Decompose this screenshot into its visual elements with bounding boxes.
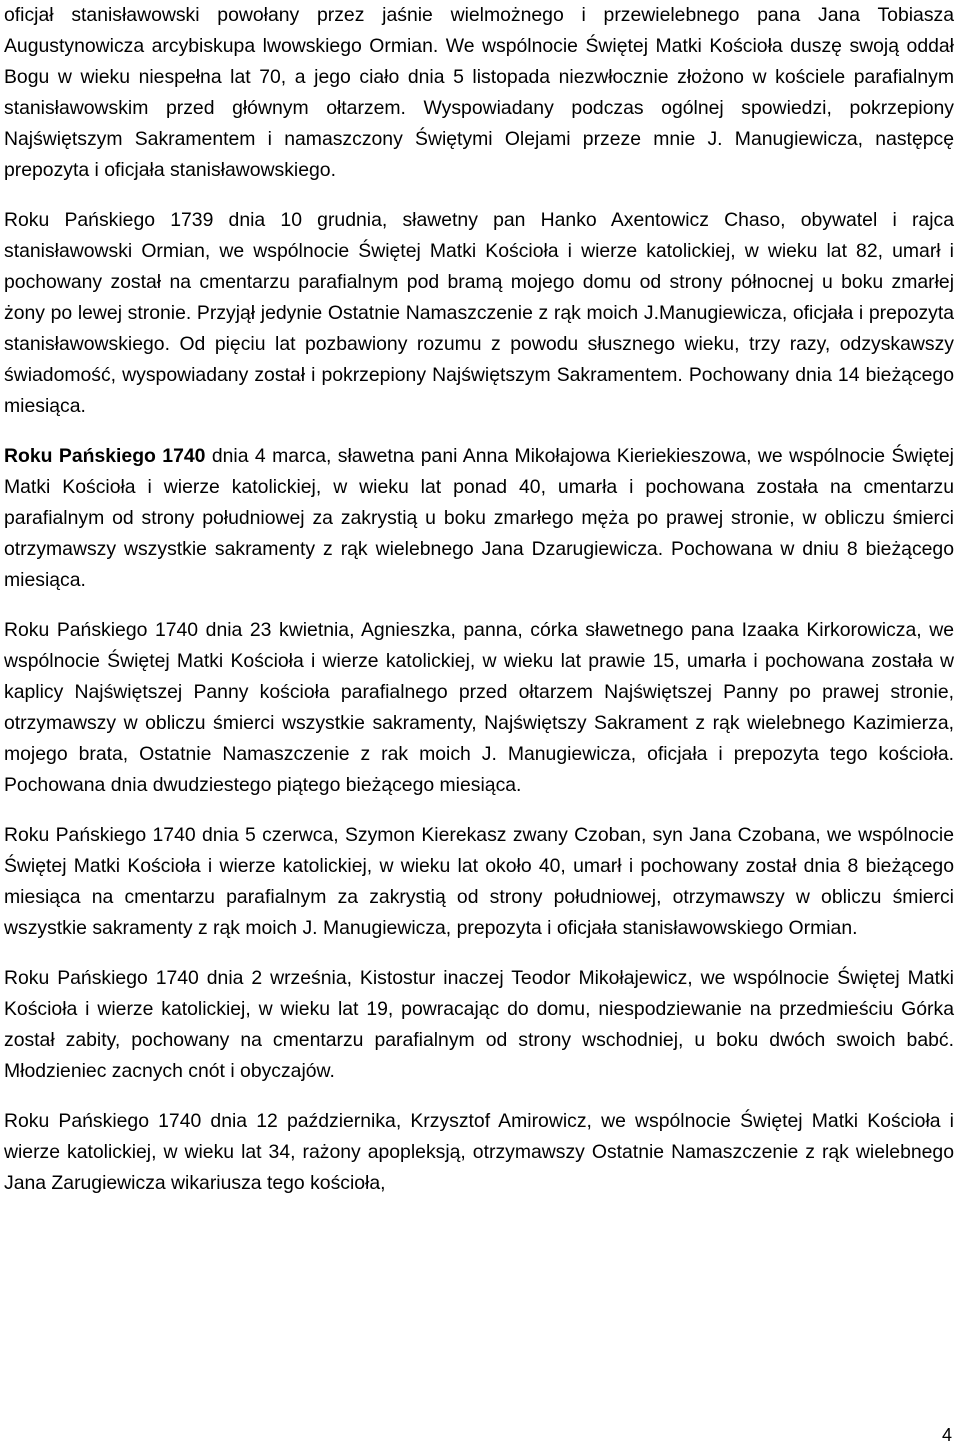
paragraph-4-text: Roku Pańskiego 1740 dnia 23 kwietnia, Agnieszka, panna, córka sławetnego pana Izaaka Kirkorowicza, we wspólnocie Świętej Matki Kościoła i wierze katolickiej, w wieku lat prawie 15, umarła i pochowana została w kaplicy Najświętszej Panny kościoła parafialnego przed ołtarzem Najświętszej Panny po prawej stronie, otrzymawszy w obliczu śmierci wszystkie sakramenty, Najświętszy Sakrament z rąk wielebnego Kazimierza, mojego brata, Ostatnie Namaszczenie z rak moich J. Manugiewicza, oficjała i prepozyta tego kościoła. Pochowana dnia dwudziestego piątego bieżącego miesiąca. (4, 619, 954, 796)
page-number: 4 (941, 1425, 952, 1445)
paragraph-5-text: Roku Pańskiego 1740 dnia 5 czerwca, Szymon Kierekasz zwany Czoban, syn Jana Czobana, we wspólnocie Świętej Matki Kościoła i wierze katolickiej, w wieku lat około 40, umarł i pochowany został dnia 8 bieżącego miesiąca na cmentarzu parafialnym za zakrystią od strony południowej, otrzymawszy w obliczu śmierci wszystkie sakramenty z rąk moich J. Manugiewicza, prepozyta i oficjała stanisławowskiego Ormian. (4, 824, 954, 939)
paragraph-6 (4, 963, 954, 1087)
paragraph-3 (4, 441, 954, 596)
paragraph-1 (4, 0, 954, 186)
paragraph-6-text: Roku Pańskiego 1740 dnia 2 września, Kistostur inaczej Teodor Mikołajewicz, we wspólnocie Świętej Matki Kościoła i wierze katolickiej, w wieku lat 19, powracając do domu, niespodziewanie na przedmieściu Górka został zabity, pochowany na cmentarzu parafialnym od strony wschodniej, u boku dwóch swoich babć. Młodzieniec zacnych cnót i obyczajów. (4, 967, 954, 1082)
paragraph-2 (4, 205, 954, 422)
paragraph-7 (4, 1106, 954, 1199)
paragraph-7-text: Roku Pańskiego 1740 dnia 12 października, Krzysztof Amirowicz, we wspólnocie Świętej Matki Kościoła i wierze katolickiej, w wieku lat 34, rażony apopleksją, otrzymawszy Ostatnie Namaszczenie z rąk wielebnego Jana Zarugiewicza wikariusza tego kościoła, (4, 1110, 954, 1194)
paragraph-3-text: dnia 4 marca, sławetna pani Anna Mikołajowa Kieriekieszowa, we wspólnocie Świętej Matki Kościoła i wierze katolickiej, w wieku lat ponad 40, umarła i pochowana została na cmentarzu parafialnym od strony południowej za zakrystią u boku zmarłego męża po prawej stronie, w obliczu śmierci otrzymawszy wszystkie sakramenty z rąk wielebnego Jana Dzarugiewicza. Pochowana w dniu 8 bieżącego miesiąca. (4, 445, 954, 591)
paragraph-5 (4, 820, 954, 944)
paragraph-3-lead: Roku Pańskiego 1740 (4, 445, 206, 467)
paragraph-2-text: Roku Pańskiego 1739 dnia 10 grudnia, sławetny pan Hanko Axentowicz Chaso, obywatel i rajca stanisławowski Ormian, we wspólnocie Świętej Matki Kościoła i wierze katolickiej, w wieku lat 82, umarł i pochowany został na cmentarzu parafialnym pod bramą mojego domu od strony północnej u boku zmarłej żony po lewej stronie. Przyjął jedynie Ostatnie Namaszczenie z rąk moich J.Manugiewicza, oficjała i prepozyta stanisławowskiego. Od pięciu lat pozbawiony rozumu z powodu słusznego wieku, trzy razy, odzyskawszy świadomość, wyspowiadany został i pokrzepiony Najświętszym Sakramentem. Pochowany dnia 14 bieżącego miesiąca. (4, 209, 954, 417)
paragraph-1-text: oficjał stanisławowski powołany przez jaśnie wielmożnego i przewielebnego pana Jana Tobiasza Augustynowicza arcybiskupa lwowskiego Ormian. We wspólnocie Świętej Matki Kościoła duszę swoją oddał Bogu w wieku niespełna lat 70, a jego ciało dnia 5 listopada niezwłocznie złożono w kościele parafialnym stanisławowskim przed głównym ołtarzem. Wyspowiadany podczas ogólnej spowiedzi, pokrzepiony Najświętszym Sakramentem i namaszczony Świętymi Olejami przeze mnie J. Manugiewicza, następcę prepozyta i oficjała stanisławowskiego. (4, 4, 954, 181)
paragraph-4 (4, 615, 954, 801)
